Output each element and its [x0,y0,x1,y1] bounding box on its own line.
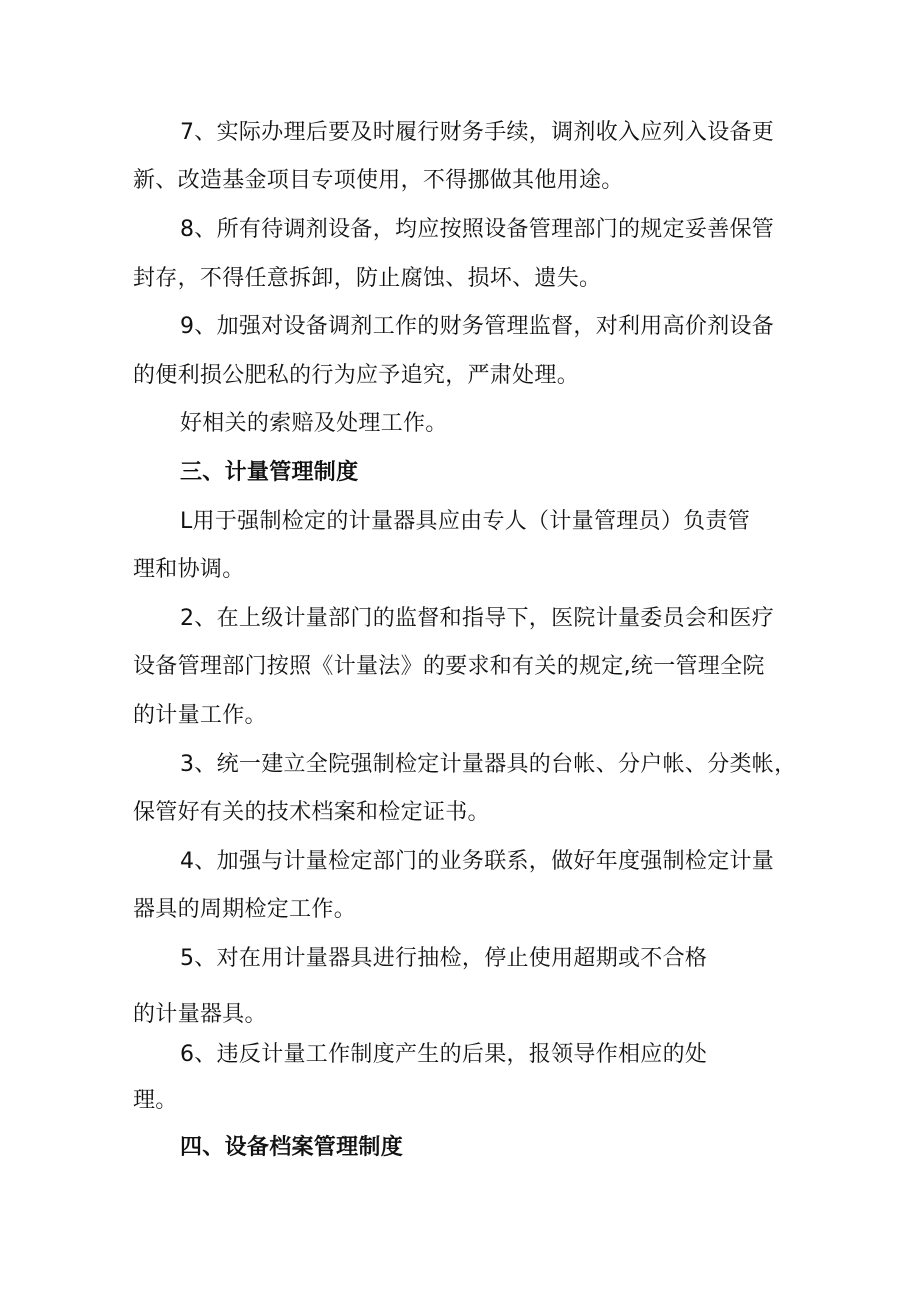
paragraph-line: 理和协调。 [133,557,245,582]
paragraph-line: 封存，不得任意拆卸，防止腐蚀、损坏、遗失。 [133,266,602,291]
paragraph-line: 2、在上级计量部门的监督和指导下，医院计量委员会和医疗 [180,606,775,631]
paragraph-line: 设备管理部门按照《计量法》的要求和有关的规定,统一管理全院 [133,654,765,679]
section-heading: 三、计量管理制度 [180,460,359,485]
paragraph-line: 的计量工作。 [133,703,267,728]
paragraph-line: 保管好有关的技术档案和检定证书。 [133,800,490,825]
paragraph-line: 好相关的索赔及处理工作。 [180,411,448,436]
paragraph-line: 7、实际办理后要及时履行财务手续，调剂收入应列入设备更 [180,120,775,145]
paragraph-line: 4、加强与计量检定部门的业务联系，做好年度强制检定计量 [180,849,775,874]
paragraph-line: 8、所有待调剂设备，均应按照设备管理部门的规定妥善保管 [180,217,775,242]
paragraph-line: L用于强制检定的计量器具应由专人（计量管理员）负责管 [180,509,751,534]
paragraph-line: 6、违反计量工作制度产生的后果，报领导作相应的处 [180,1042,708,1067]
paragraph-line: 的便利损公肥私的行为应予追究，严肃处理。 [133,363,580,388]
paragraph-line: 器具的周期检定工作。 [133,897,357,922]
paragraph-line: 5、对在用计量器具进行抽检，停止使用超期或不合格 [180,946,708,971]
paragraph-line: 9、加强对设备调剂工作的财务管理监督，对利用高价剂设备 [180,314,775,339]
paragraph-line: 新、改造基金项目专项使用，不得挪做其他用途。 [133,168,624,193]
paragraph-line: 3、统一建立全院强制检定计量器具的台帐、分户帐、分类帐， [180,752,797,777]
paragraph-line: 的计量器具。 [133,1002,267,1027]
paragraph-line: 理。 [133,1088,178,1113]
section-heading: 四、设备档案管理制度 [180,1135,404,1160]
